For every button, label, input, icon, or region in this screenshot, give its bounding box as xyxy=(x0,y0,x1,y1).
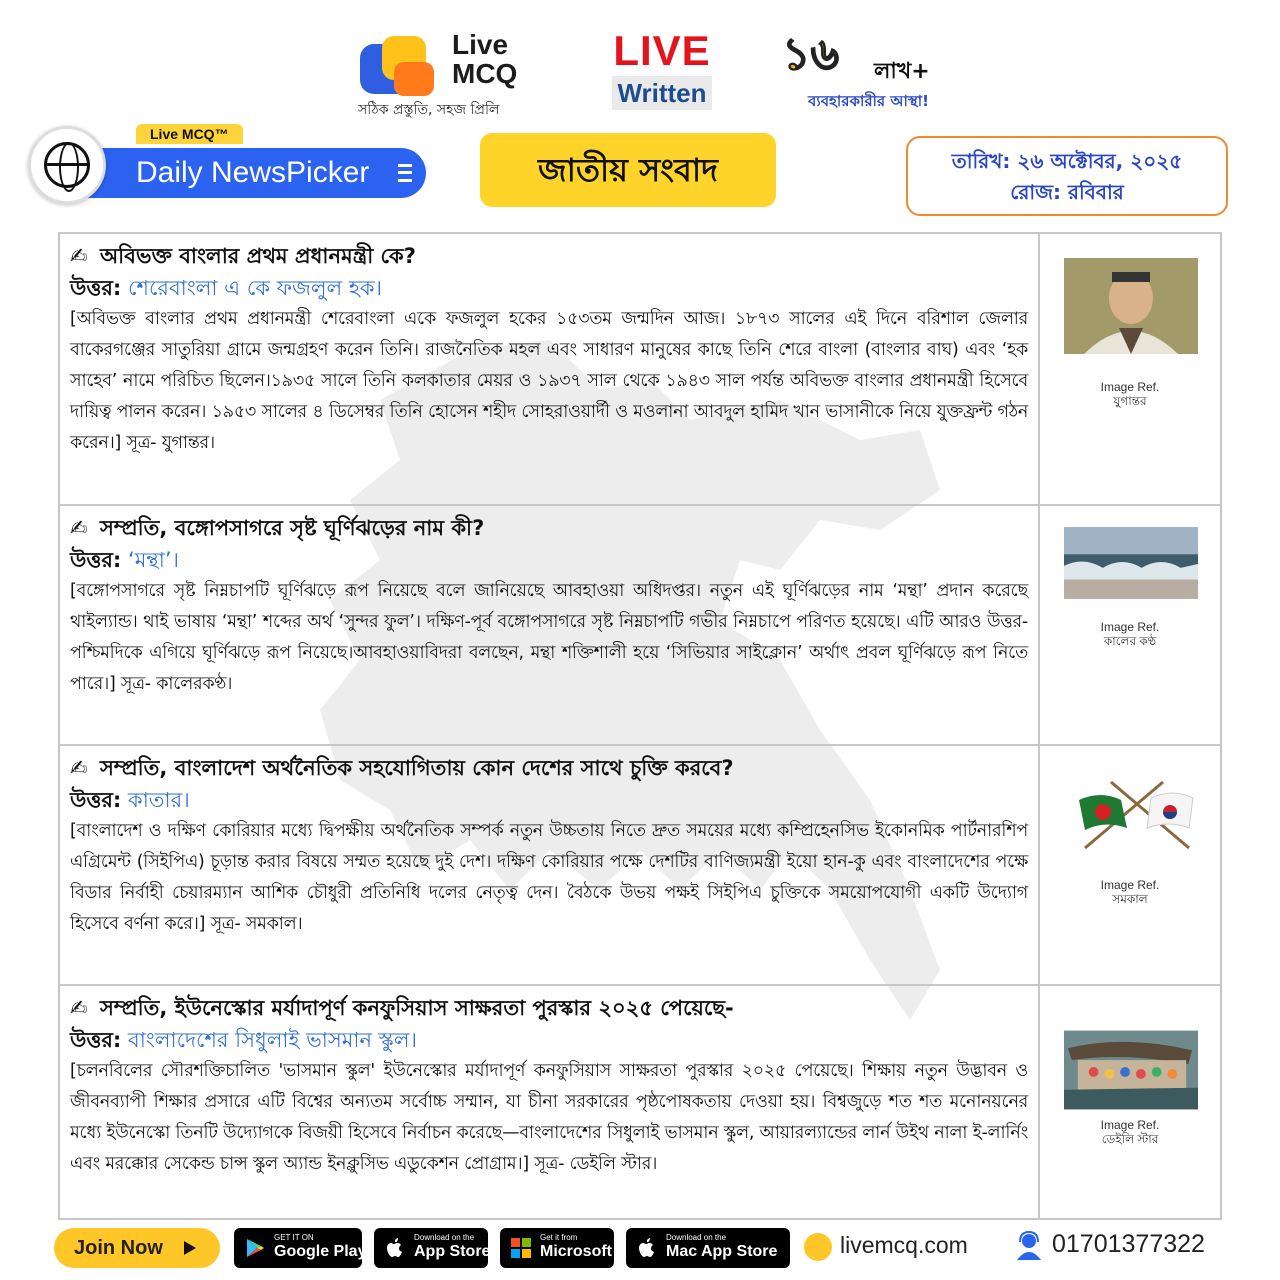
writing-hand-icon: ✍ xyxy=(70,996,88,1020)
apple-icon xyxy=(384,1237,406,1259)
image-ref: Image Ref. সমকাল xyxy=(1100,878,1160,906)
news-item-text xyxy=(60,234,1040,504)
microsoft-store-button[interactable]: Get it from Microsoft xyxy=(500,1228,614,1268)
news-item-2 xyxy=(60,506,1220,746)
daily-newspicker-logo xyxy=(28,122,408,210)
news-item-image-cell xyxy=(1040,506,1220,744)
footer xyxy=(0,1222,1280,1272)
brand-name: Live MCQ xyxy=(452,29,518,89)
microsoft-icon xyxy=(510,1237,532,1259)
question: ✍ সম্প্রতি, বাংলাদেশ অর্থনৈতিক সহযোগিতায় কোন দেশের সাথে চুক্তি করবে? xyxy=(70,752,1028,784)
live-text: LIVE xyxy=(613,27,711,74)
news-item-text xyxy=(60,746,1040,984)
news-item-text xyxy=(60,506,1040,744)
answer: উত্তর: বাংলাদেশের সিধুলাই ভাসমান স্কুল। xyxy=(70,1028,417,1052)
day-line: রোজ: রবিবার xyxy=(1010,180,1124,204)
live-mcq-logo-icon xyxy=(360,36,438,96)
question: ✍ সম্প্রতি, বঙ্গোপসাগরে সৃষ্ট ঘূর্ণিঝড়ের নাম কী? xyxy=(70,512,1028,544)
writing-hand-icon: ✍ xyxy=(70,756,88,780)
users-unit: লাখ+ xyxy=(874,59,930,84)
image-ref: Image Ref. ডেইলি স্টার xyxy=(1100,1118,1160,1146)
writing-hand-icon: ✍ xyxy=(70,244,88,268)
brand-tagline: সঠিক প্রস্তুতি, সহজ প্রিলি xyxy=(358,102,500,118)
news-item-3 xyxy=(60,746,1220,986)
apple-icon xyxy=(636,1237,658,1259)
question: ✍ অবিভক্ত বাংলার প্রথম প্রধানমন্ত্রী কে? xyxy=(70,240,1028,272)
globe-icon xyxy=(804,1233,832,1261)
play-arrow-icon xyxy=(184,1241,196,1255)
users-count: ১৬ xyxy=(782,29,840,80)
users-badge xyxy=(782,30,972,116)
answer: উত্তর: ‘মন্থা’। xyxy=(70,548,180,572)
news-item-image-cell xyxy=(1040,986,1220,1218)
users-trust-text: ব্যবহারকারীর আস্থা! xyxy=(808,92,930,110)
crossed-flags-image xyxy=(1070,776,1204,850)
globe-icon xyxy=(28,126,106,204)
detail-text: [বাংলাদেশ ও দক্ষিণ কোরিয়ার মধ্যে দ্বিপক্ষীয় অর্থনৈতিক সম্পর্ক নতুন উচ্চতায় নিতে দ্রুত সময়ের মধ্যে কম্প্রিহেনসিভ ইকোনমিক পার্টনারশিপ এগ্রিমেন্ট (সিইপিএ) চূড়ান্ত করার বিষয়ে সম্মত হয়েছে দুই দেশ। দক্ষিণ কোরিয়ার পক্ষে দেশটির বাণিজ্যমন্ত্রী ইয়ো হান-কু এবং বাংলাদেশের পক্ষে বিডার নির্বাহী চেয়ারম্যান আশিক চৌধুরী প্রতিনিধি দলের নেতৃত্ব দেন। বৈঠকে উভয় পক্ষই সিইপিএ চুক্তিকে সময়োপযোগী একটি উদ্যোগ হিসেবে বর্ণনা করে।] সূত্র- সমকাল। xyxy=(70,821,1028,934)
google-play-button[interactable]: GET IT ON Google Play xyxy=(234,1228,362,1268)
section-title: জাতীয় সংবাদ xyxy=(480,133,776,207)
answer: উত্তর: শেরেবাংলা এ কে ফজলুল হক। xyxy=(70,276,383,300)
detail-text: [অবিভক্ত বাংলার প্রথম প্রধানমন্ত্রী শেরেবাংলা একে ফজলুল হকের ১৫৩তম জন্মদিন আজ। ১৮৭৩ সালের এই দিনে বরিশাল জেলার বাকেরগঞ্জের সাতুরিয়া গ্রামে জন্মগ্রহণ করেন তিনি। রাজনৈতিক মহল এবং সাধারণ মানুষের কাছে তিনি শেরে বাংলা (বাংলার বাঘ) এবং ‘হক সাহেব’ নামে পরিচিত ছিলেন।১৯৩৫ সালে তিনি কলকাতার মেয়র ও ১৯৩৭ সাল থেকে ১৯৪৩ সাল পর্যন্ত অবিভক্ত বাংলার প্রধানমন্ত্রী হিসেবে দায়িত্ব পালন করেন। ১৯৫৩ সালের ৪ ডিসেম্বর তিনি হোসেন শহীদ সোহরাওয়ার্দী ও মওলানা আবদুল হামিদ খান ভাসানীকে নিয়ে যুক্তফ্রন্ট গঠন করেন।] সূত্র- যুগান্তর। xyxy=(70,309,1028,453)
news-item-image-cell xyxy=(1040,234,1220,504)
website-link[interactable]: livemcq.com xyxy=(804,1232,968,1261)
news-item-image-cell xyxy=(1040,746,1220,984)
newspicker-title: Daily NewsPicker xyxy=(84,148,426,198)
written-text: Written xyxy=(612,76,712,110)
live-mcq-logo xyxy=(356,30,546,120)
live-written-logo xyxy=(612,28,712,116)
writing-hand-icon: ✍ xyxy=(70,516,88,540)
detail-text: [বঙ্গোপসাগরে সৃষ্ট নিম্নচাপটি ঘূর্ণিঝড়ে রূপ নিয়েছে বলে জানিয়েছে আবহাওয়া অধিদপ্তর। নতুন এই ঘূর্ণিঝড়ের নাম ‘মন্থা’ প্রদান করেছে থাইল্যান্ড। থাই ভাষায় ‘মন্থা’ শব্দের অর্থ ‘সুন্দর ফুল’। দক্ষিণ-পূর্ব বঙ্গোপসাগরে সৃষ্ট নিম্নচাপটি গভীর নিম্নচাপে পরিণত হয়েছে। এটি আরও উত্তর-পশ্চিমদিকে এগিয়ে ঘূর্ণিঝড়ে রূপ নিয়েছে।আবহাওয়াবিদরা বলছেন, মন্থা শক্তিশালী হয়ে ‘সিভিয়ার সাইক্লোন’ অর্থাৎ প্রবল ঘূর্ণিঝড়ে রূপ নিতে পারে।] সূত্র- কালেরকণ্ঠ। xyxy=(70,581,1028,694)
image-ref: Image Ref. যুগান্তর xyxy=(1100,380,1160,408)
menu-lines-icon xyxy=(398,164,412,182)
join-now-button[interactable]: Join Now xyxy=(54,1228,220,1268)
google-play-icon xyxy=(244,1237,266,1259)
news-item-4 xyxy=(60,986,1220,1218)
phone-number[interactable]: 01701377322 xyxy=(1014,1230,1205,1260)
floating-school-image xyxy=(1064,1030,1198,1110)
date-line: তারিখ: ২৬ অক্টোবর, ২০২৫ xyxy=(951,149,1183,173)
support-agent-icon xyxy=(1014,1230,1044,1260)
mac-app-store-button[interactable]: Download on the Mac App Store xyxy=(626,1228,790,1268)
newspicker-tm-label: Live MCQ™ xyxy=(136,124,243,144)
detail-text: [চলনবিলের সৌরশক্তিচালিত 'ভাসমান স্কুল' ইউনেস্কোর মর্যাদাপূর্ণ কনফুসিয়াস সাক্ষরতা পুরস্কার ২০২৫ পেয়েছে। শিক্ষায় নতুন উদ্ভাবন ও জীবনব্যাপী শিক্ষার প্রসারে এটি বিশ্বের অন্যতম সর্বোচ্চ সম্মান, যা চীনা সরকারের পৃষ্ঠপোষকতায় দেওয়া হয়। বিশ্বজুড়ে শত শত মনোনয়নের মধ্যে ইউনেস্কো তিনটি উদ্যোগকে বিজয়ী হিসেবে নির্বাচন করেছে—বাংলাদেশের সিধুলাই ভাসমান স্কুল, আয়ারল্যান্ডের লার্ন উইথ নালা ই-লার্নিং এবং মরক্কোর সেকেন্ড চান্স স্কুল অ্যান্ড ইনক্লুসিভ এডুকেশন প্রোগ্রাম।] সূত্র- ডেইলি স্টার। xyxy=(70,1061,1028,1174)
question: ✍ সম্প্রতি, ইউনেস্কোর মর্যাদাপূর্ণ কনফুসিয়াস সাক্ষরতা পুরস্কার ২০২৫ পেয়েছে- xyxy=(70,992,1028,1024)
portrait-image xyxy=(1064,258,1198,354)
sea-waves-image xyxy=(1064,526,1198,600)
date-box xyxy=(906,136,1228,216)
news-item-text xyxy=(60,986,1040,1218)
answer: উত্তর: কাতার। xyxy=(70,788,190,812)
image-ref: Image Ref. কালের কণ্ঠ xyxy=(1100,620,1160,648)
app-store-button[interactable]: Download on the App Store xyxy=(374,1228,488,1268)
news-item-1 xyxy=(60,234,1220,506)
news-table xyxy=(58,232,1222,1220)
